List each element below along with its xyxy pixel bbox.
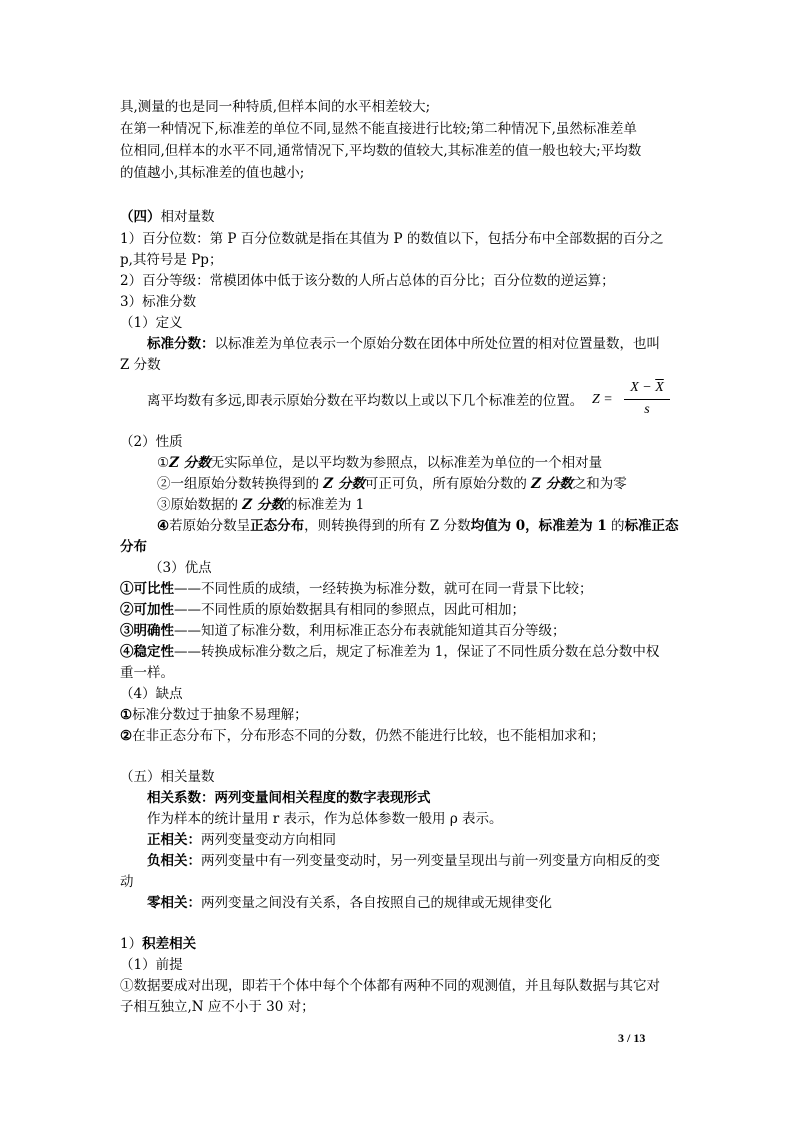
text-line: （2）性质 <box>120 434 183 450</box>
term: 标准分数： <box>147 336 215 352</box>
formula-x: X − <box>630 380 656 395</box>
item-text: ——知道了标准分数，利用标准正态分布表就能知道其百分等级； <box>174 623 566 639</box>
text-line: 位相同,但样本的水平不同,通常情况下,平均数的值较大,其标准差的值一般也较大;平均数 <box>120 143 642 159</box>
item-text: ——不同性质的成绩，一经转换为标准分数，就可在同一背景下比较； <box>174 581 593 597</box>
page-number: 3 / 13 <box>618 1031 646 1045</box>
term: 负相关： <box>147 853 201 869</box>
text-line: 离平均数有多远,即表示原始分数在平均数以上或以下几个标准差的位置。 <box>147 393 584 409</box>
text-line: 2）百分等级：常模团体中低于该分数的人所占总体的百分比；百分位数的逆运算； <box>120 273 615 289</box>
property-item <box>157 454 602 472</box>
advantage-item <box>120 601 525 619</box>
term: 正态分布 <box>250 518 305 534</box>
item-marker: 1） <box>120 936 143 952</box>
item-text: ——转换成标准分数之后，规定了标准差为 1，保证了不同性质分数在总分数中权 <box>174 644 660 660</box>
term: ④稳定性 <box>120 644 174 660</box>
text-line: 动 <box>120 874 134 890</box>
item-text: 之和为零 <box>572 476 627 492</box>
definition-line <box>147 831 336 849</box>
definition-text: 两列变量中有一列变量变动时，另一列变量呈现出与前一列变量方向相反的变 <box>201 853 660 869</box>
item-text: 若原始分数呈 <box>169 518 251 534</box>
subsection-heading <box>120 935 196 953</box>
term: Z 分数 <box>242 497 284 513</box>
item-text: 标准分数过于抽象不易理解； <box>132 707 308 723</box>
section-title: 相对量数 <box>160 209 215 225</box>
text-line: 在第一种情况下,标准差的单位不同,显然不能直接进行比较;第二种情况下,虽然标准差单 <box>120 121 637 137</box>
term: 零相关： <box>147 895 201 911</box>
term: 积差相关 <box>142 936 197 952</box>
formula-xbar: $\overline{X}$ <box>655 380 664 395</box>
term: ②可加性 <box>120 602 174 618</box>
definition-text: 以标准差为单位表示一个原始分数在团体中所处位置的相对位置量数，也叫 <box>214 336 660 352</box>
z-score-formula <box>592 380 682 420</box>
definition-text: 两列变量之间没有关系，各自按照自己的规律或无规律变化 <box>201 895 552 911</box>
text-line: 1）百分位数：第 P 百分位数就是指在其值为 P 的数值以下，包括分布中全部数据的百分之 <box>120 231 664 247</box>
text-line: 具,测量的也是同一种特质,但样本间的水平相差较大; <box>120 99 431 115</box>
item-marker: ② <box>120 728 133 744</box>
text-line: （1）前提 <box>120 957 183 973</box>
term: 分布 <box>120 539 147 555</box>
term: 均值为 0，标准差为 1 <box>470 518 607 534</box>
fraction-bar <box>624 399 670 400</box>
item-text: 的标准差为 1 <box>283 497 365 513</box>
advantage-item <box>120 643 659 661</box>
text-line: （3）优点 <box>149 560 212 576</box>
formula-lhs: Z = <box>592 392 613 407</box>
item-text: ②一组原始分数转换得到的 <box>157 476 324 492</box>
item-marker: ① <box>157 455 170 471</box>
term: ③明确性 <box>120 623 174 639</box>
text-line: 子相互独立,N 应不小于 30 对； <box>120 999 315 1015</box>
advantage-item <box>120 622 566 640</box>
term: 正相关： <box>147 832 201 848</box>
section-heading-5: （五）相关量数 <box>120 769 215 785</box>
definition-line <box>147 894 552 912</box>
term: Z 分数 <box>323 476 365 492</box>
item-text: 的 <box>606 518 625 534</box>
text-line <box>120 538 147 556</box>
item-text: 可正可负，所有原始分数的 <box>364 476 532 492</box>
term: Z 分数 <box>169 455 211 471</box>
property-item <box>157 517 679 535</box>
text-line: ①数据要成对出现，即若干个体中每个个体都有两种不同的观测值，并且每队数据与其它对 <box>120 978 660 994</box>
property-item <box>157 496 364 514</box>
advantage-item <box>120 580 593 598</box>
item-marker: ④ <box>157 518 170 534</box>
term: ①可比性 <box>120 581 174 597</box>
text-line: 的值越小,其标准差的值也越小; <box>120 165 305 181</box>
item-text: ，则转换得到的所有 Z 分数 <box>304 518 471 534</box>
formula-numerator <box>624 380 670 396</box>
property-item <box>157 475 627 493</box>
item-text: 无实际单位，是以平均数为参照点，以标准差为单位的一个相对量 <box>210 455 603 471</box>
definition-line <box>147 335 660 353</box>
text-line: 重一样。 <box>120 665 174 681</box>
text-line: p,其符号是 Pp； <box>120 252 223 268</box>
section-heading-4 <box>120 208 215 226</box>
term: 标准正态 <box>624 518 679 534</box>
item-marker: ① <box>120 707 133 723</box>
item-text: 在非正态分布下，分布形态不同的分数，仍然不能进行比较，也不能相加求和； <box>132 728 605 744</box>
disadvantage-item <box>120 727 605 745</box>
formula-denominator: s <box>644 402 650 417</box>
disadvantage-item <box>120 706 308 724</box>
section-number: （四） <box>120 209 161 225</box>
text-line: 作为样本的统计量用 r 表示，作为总体参数一般用 ρ 表示。 <box>147 811 503 827</box>
text-line: （1）定义 <box>120 315 183 331</box>
item-text: ——不同性质的原始数据具有相同的参照点，因此可相加； <box>174 602 525 618</box>
text-line: Z 分数 <box>120 357 161 373</box>
text-line: （4）缺点 <box>120 686 183 702</box>
term: Z 分数 <box>531 476 573 492</box>
definition-line: 相关系数：两列变量间相关程度的数字表现形式 <box>147 790 431 806</box>
definition-line <box>147 852 660 870</box>
text-line: 3）标准分数 <box>120 294 197 310</box>
item-text: ③原始数据的 <box>157 497 243 513</box>
definition-text: 两列变量变动方向相同 <box>201 832 336 848</box>
